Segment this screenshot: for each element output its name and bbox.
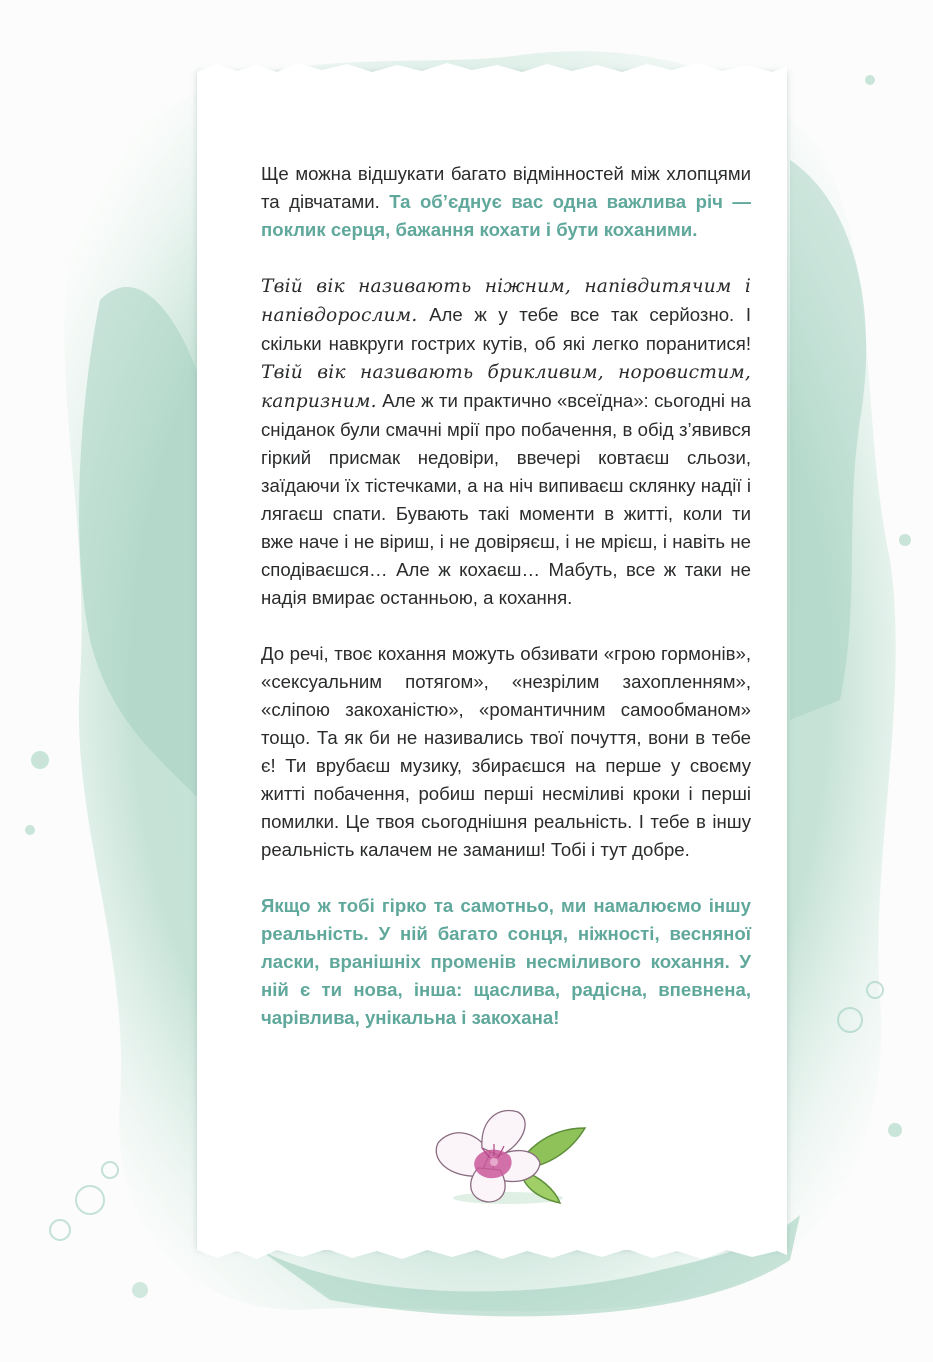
paragraph-4-highlight: Якщо ж тобі гірко та самотньо, ми намалюємо іншу реальність. У ній багато сонця, ніжності, весняної ласки, вранішніх променів несміливого кохання. У ній є ти нова, інша: щаслива, радісна, впевнена, чарівлива, унікальна і закохана! [261,895,751,1028]
paragraph-2-text-1: Але ж у тебе все так серйозно. І скільки навкруги гострих кутів, об які легко поранитися! [261,304,751,354]
main-text [261,160,751,1032]
paragraph-3: До речі, твоє кохання можуть обзивати «грою гормонів», «сексуальним потягом», «незрілим захопленням», «сліпою закоханістю», «романтичним самообманом» тощо. Та як би не називались твої почуття, вони в тебе є! Ти врубаєш музику, збираєшся на перше у своєму житті побачення, робиш перші несміливі кроки і перші помилки. Це твоя сьогоднішня реальність. І тебе в іншу реальність калачем не заманиш! Тобі і тут добре. [261,643,751,860]
paragraph-1-plain: Ще можна відшукати багато відмінностей між хлопцями та дівчатами. [261,163,751,212]
flower-icon [420,1098,590,1208]
paragraph-1-highlight: Та об’єднує вас одна важлива річ — поклик серця, бажання кохати і бути коханими. [261,191,751,240]
paragraph-2 [261,272,751,612]
paragraph-2-text-2: Але ж ти практично «всеїдна»: сьогодні на сніданок були смачні мрії про побачення, в обід з’явився гіркий присмак недовіри, ввечері ковтаєш сльози, заїдаючи їх тістечками, а на ніч випиваєш склянку надії і лягаєш спати. Бувають такі моменти в житті, коли ти вже наче і не віриш, і не довіряєш, і не мрієш, і навіть не сподіваєшся… Але ж кохаєш… Мабуть, все ж таки не надія вмирає останньою, а кохання. [261,390,751,608]
handwritten-phrase-2: Твій вік називають брикливим, норовистим, капризним. [261,362,751,412]
handwritten-phrase-1: Твій вік називають ніжним, напівдитячим і напівдорослим. [261,276,751,326]
paragraph-1 [261,160,751,244]
